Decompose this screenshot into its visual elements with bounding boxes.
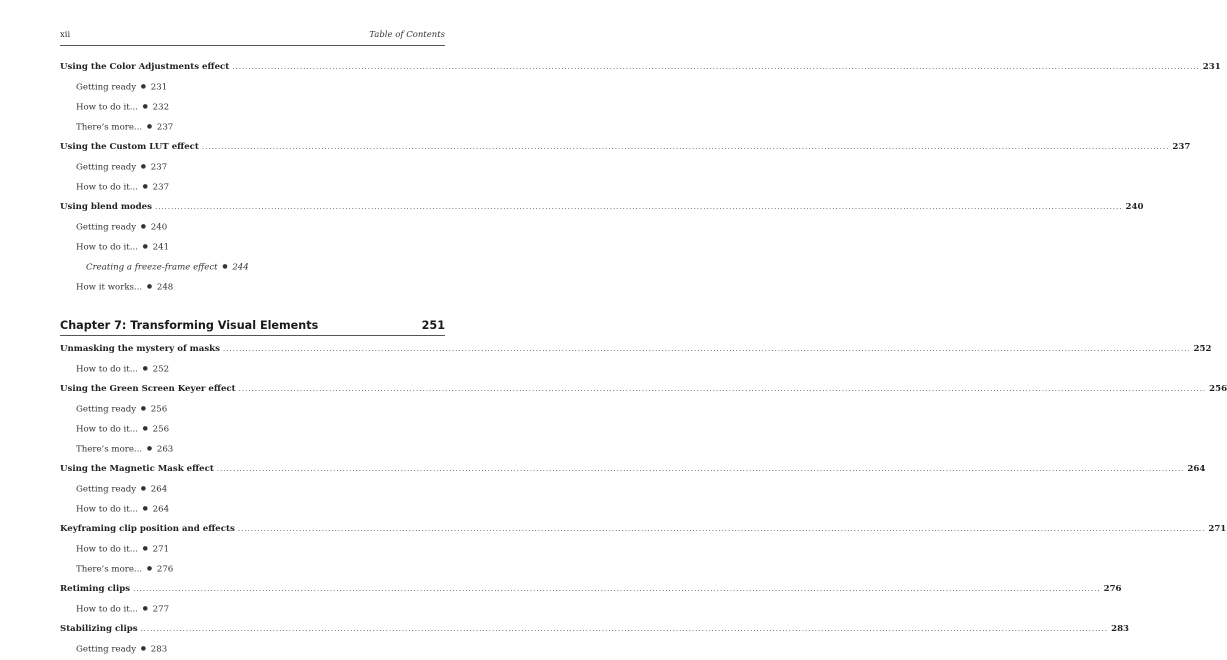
section-title: Using the Magnetic Mask effect [60, 464, 214, 474]
subsection-title: Getting ready [76, 222, 137, 233]
section-title: Using the Green Screen Keyer effect [60, 384, 236, 394]
toc-section-line [60, 579, 1122, 599]
bullet-icon: ● [140, 163, 147, 170]
subsection-title: Getting ready [76, 404, 137, 415]
bullet-icon: ● [140, 485, 147, 492]
toc-section-entry[interactable] [60, 197, 1144, 217]
section-page-number: 283 [1111, 624, 1130, 634]
section-page-number: 237 [1172, 142, 1191, 152]
dot-leader: ............................................................................................................................................................................................................................................................................................................ [222, 345, 1191, 353]
bullet-icon: ● [142, 183, 148, 190]
header-divider [60, 45, 445, 46]
toc-entries [60, 57, 1227, 659]
subsection-page-number: 237 [152, 182, 170, 193]
toc-section-line [60, 519, 1227, 539]
section-title: Unmasking the mystery of masks [60, 344, 220, 354]
toc-subsection-entry[interactable] [60, 157, 445, 177]
section-page-number: 252 [1193, 344, 1212, 354]
subsection-page-number: 237 [150, 162, 168, 173]
subsection-title: How to do it... [76, 504, 138, 515]
subsection-title: Getting ready [76, 644, 137, 655]
subsection-page-number: 276 [156, 564, 174, 575]
subsection-page-number: 231 [150, 82, 168, 93]
subsection-page-number: 264 [152, 504, 170, 515]
toc-subsection-line [76, 217, 167, 237]
chapter-heading[interactable] [60, 319, 445, 332]
subsection-page-number: 240 [150, 222, 168, 233]
toc-subsection-entry[interactable] [60, 217, 445, 237]
dot-leader: ............................................................................................................................................................................................................................................................................................................ [154, 203, 1123, 211]
toc-subsection-line [76, 177, 169, 197]
subsection-page-number: 256 [150, 404, 168, 415]
bullet-icon: ● [140, 405, 147, 412]
toc-subsection-line [86, 257, 249, 277]
toc-subsection-line [76, 599, 169, 619]
toc-subsection-line [76, 639, 167, 659]
bullet-icon: ● [146, 445, 153, 452]
header-title: Table of Contents [369, 30, 445, 40]
subsection-title: Getting ready [76, 484, 137, 495]
subsection-page-number: 256 [152, 424, 170, 435]
toc-subsection-line [76, 277, 173, 297]
section-page-number: 240 [1125, 202, 1144, 212]
dot-leader: ............................................................................................................................................................................................................................................................................................................ [237, 525, 1206, 533]
subsection-title: Creating a freeze-frame effect [86, 262, 218, 273]
subsection-page-number: 263 [156, 444, 174, 455]
subsection-page-number: 232 [152, 102, 170, 113]
section-page-number: 256 [1209, 384, 1227, 394]
section-title: Retiming clips [60, 584, 131, 594]
subsection-page-number: 252 [152, 364, 170, 375]
toc-subsection-line [76, 77, 167, 97]
subsection-title: Getting ready [76, 162, 137, 173]
toc-section-entry[interactable] [60, 619, 1130, 639]
bullet-icon: ● [142, 545, 148, 552]
subsection-page-number: 277 [152, 604, 170, 615]
toc-subsection-entry[interactable] [60, 97, 445, 117]
toc-section-line [60, 137, 1191, 157]
bullet-icon: ● [140, 83, 147, 90]
toc-subsection-line [76, 559, 173, 579]
toc-subsection-line [76, 117, 173, 137]
toc-subsection-entry[interactable] [60, 277, 445, 297]
toc-section-entry[interactable] [60, 57, 1221, 77]
toc-section-entry[interactable] [60, 137, 1191, 157]
toc-section-entry[interactable] [60, 579, 1122, 599]
bullet-icon: ● [142, 505, 148, 512]
dot-leader: ............................................................................................................................................................................................................................................................................................................ [140, 625, 1109, 633]
toc-subsection-entry[interactable] [60, 539, 445, 559]
toc-subsection-line [76, 359, 169, 379]
chapter-divider [60, 335, 445, 336]
bullet-icon: ● [146, 283, 153, 290]
toc-subsection-line [76, 419, 169, 439]
chapter-row [60, 305, 445, 335]
bullet-icon: ● [146, 565, 153, 572]
toc-subsection-entry[interactable] [60, 117, 445, 137]
subsection-page-number: 264 [150, 484, 168, 495]
toc-subsection-entry[interactable] [60, 639, 445, 659]
bullet-icon: ● [140, 223, 147, 230]
subsection-page-number: 244 [232, 262, 249, 273]
toc-subsection-entry[interactable] [60, 177, 445, 197]
subsection-page-number: 237 [156, 122, 174, 133]
subsection-title: How to do it... [76, 182, 138, 193]
section-title: Using the Custom LUT effect [60, 142, 199, 152]
toc-subsection-line [76, 157, 167, 177]
section-title: Stabilizing clips [60, 624, 138, 634]
toc-subsection-entry[interactable] [60, 237, 445, 257]
subsection-title: How to do it... [76, 544, 138, 555]
toc-subsection-line [76, 479, 167, 499]
subsection-title: How to do it... [76, 102, 138, 113]
chapter-title: Chapter 7: Transforming Visual Elements [60, 319, 319, 332]
subsection-title: How it works... [76, 282, 143, 293]
toc-subsection-entry[interactable] [60, 359, 445, 379]
toc-section-entry[interactable] [60, 519, 1227, 539]
dot-leader: ............................................................................................................................................................................................................................................................................................................ [238, 385, 1207, 393]
toc-subsection-entry[interactable] [60, 419, 445, 439]
subsection-title: Getting ready [76, 82, 137, 93]
toc-subsection-entry[interactable] [60, 499, 445, 519]
toc-subsection-line [76, 499, 169, 519]
toc-section-line [60, 57, 1221, 77]
subsection-page-number: 283 [150, 644, 168, 655]
toc-subsection-entry[interactable] [60, 399, 445, 419]
toc-subsection-line [76, 439, 173, 459]
toc-section-entry[interactable] [60, 339, 1212, 359]
subsection-title: There’s more... [76, 444, 143, 455]
dot-leader: ............................................................................................................................................................................................................................................................................................................ [201, 143, 1170, 151]
subsection-title: How to do it... [76, 242, 138, 253]
toc-subsection-entry[interactable] [60, 559, 445, 579]
bullet-icon: ● [142, 365, 148, 372]
subsection-page-number: 241 [152, 242, 170, 253]
toc-subsection-line [76, 97, 169, 117]
toc-subsection-entry[interactable] [60, 479, 445, 499]
section-title: Using blend modes [60, 202, 152, 212]
subsection-title: How to do it... [76, 604, 138, 615]
bullet-icon: ● [146, 123, 153, 130]
toc-section-entry[interactable] [60, 459, 1206, 479]
bullet-icon: ● [142, 605, 148, 612]
bullet-icon: ● [142, 425, 148, 432]
subsection-page-number: 271 [152, 544, 170, 555]
toc-subsection-entry[interactable] [60, 257, 445, 277]
bullet-icon: ● [222, 263, 228, 270]
section-page-number: 271 [1208, 524, 1227, 534]
toc-subsection-line [76, 539, 169, 559]
toc-page [60, 0, 1227, 655]
header-page-number: xii [60, 30, 71, 40]
subsection-page-number: 248 [156, 282, 174, 293]
toc-section-line [60, 379, 1227, 399]
toc-section-line [60, 197, 1144, 217]
toc-section-line [60, 339, 1212, 359]
dot-leader: ............................................................................................................................................................................................................................................................................................................ [216, 465, 1185, 473]
section-title: Using the Color Adjustments effect [60, 62, 230, 72]
toc-subsection-entry[interactable] [60, 439, 445, 459]
section-page-number: 231 [1202, 62, 1221, 72]
bullet-icon: ● [142, 103, 148, 110]
dot-leader: ............................................................................................................................................................................................................................................................................................................ [133, 585, 1101, 593]
toc-section-line [60, 459, 1206, 479]
bullet-icon: ● [140, 645, 147, 652]
section-page-number: 264 [1187, 464, 1206, 474]
subsection-title: There’s more... [76, 564, 143, 575]
section-page-number: 276 [1103, 584, 1122, 594]
toc-section-entry[interactable] [60, 379, 1227, 399]
subsection-title: There’s more... [76, 122, 143, 133]
bullet-icon: ● [142, 243, 148, 250]
toc-subsection-line [76, 399, 167, 419]
toc-subsection-entry[interactable] [60, 77, 445, 97]
section-title: Keyframing clip position and effects [60, 524, 235, 534]
subsection-title: How to do it... [76, 364, 138, 375]
chapter-page-number: 251 [421, 319, 445, 332]
toc-subsection-line [76, 237, 169, 257]
toc-subsection-entry[interactable] [60, 599, 445, 619]
toc-section-line [60, 619, 1130, 639]
subsection-title: How to do it... [76, 424, 138, 435]
dot-leader: ............................................................................................................................................................................................................................................................................................................ [232, 63, 1200, 71]
